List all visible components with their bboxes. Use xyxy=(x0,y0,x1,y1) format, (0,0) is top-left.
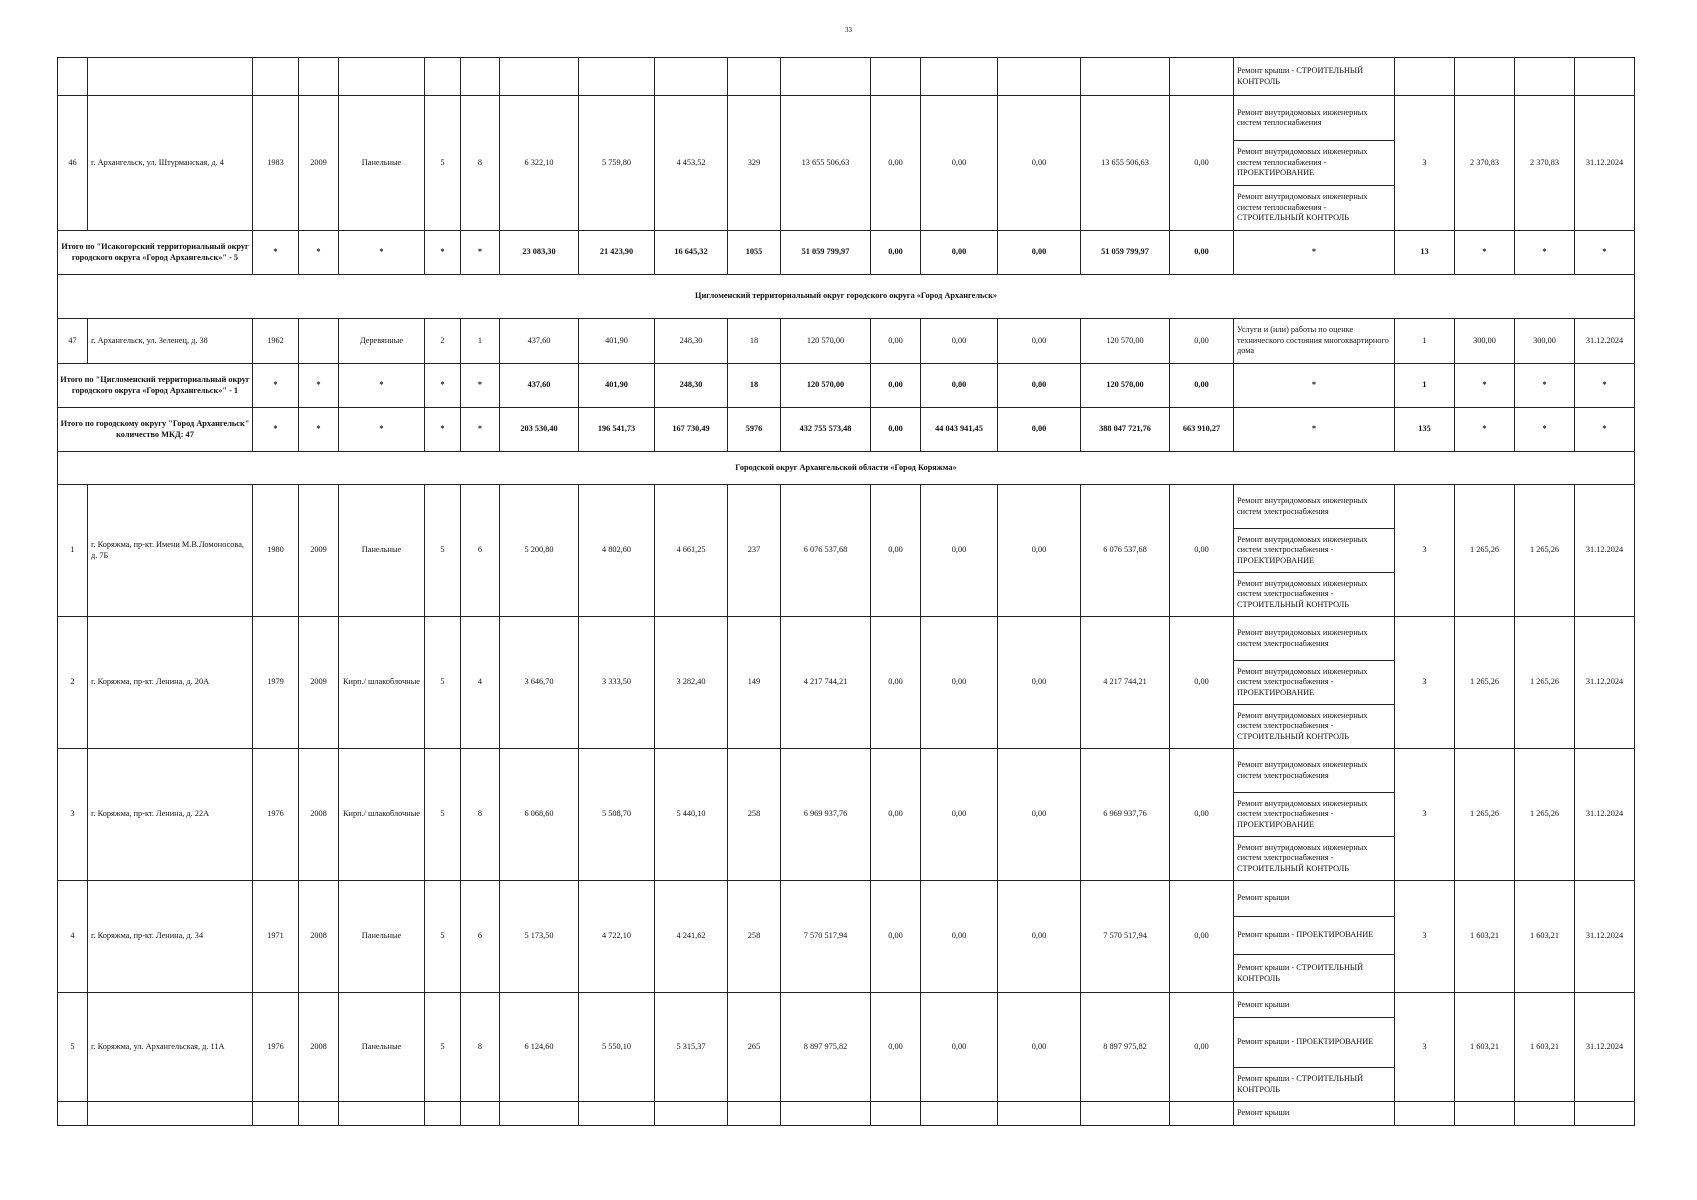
cost-total-cell: 6 969 937,76 xyxy=(781,749,871,881)
fund-local-cell: 0,00 xyxy=(998,485,1081,617)
address-cell: г. Коряжма, ул. Архангельская, д. 11А xyxy=(88,993,253,1102)
table-row xyxy=(58,96,1635,141)
area-total-cell: 437,60 xyxy=(500,319,579,364)
work-type-cell: Ремонт крыши xyxy=(1234,881,1395,917)
deadline-cell: 31.12.2024 xyxy=(1575,96,1635,231)
table-row xyxy=(58,993,1635,1018)
table-row xyxy=(58,749,1635,793)
max-cost-cell: 300,00 xyxy=(1515,319,1575,364)
fund-federal-cell: 0,00 xyxy=(871,993,921,1102)
table-row xyxy=(58,881,1635,917)
star-cell: * xyxy=(253,364,299,408)
star-cell: * xyxy=(1515,231,1575,275)
fund-local-cell: 0,00 xyxy=(998,319,1081,364)
work-type-cell: Ремонт внутридомовых инженерных систем электроснабжения xyxy=(1234,617,1395,661)
fund-federal-cell: 0,00 xyxy=(871,364,921,408)
work-type-cell: Ремонт крыши - СТРОИТЕЛЬНЫЙ КОНТРОЛЬ xyxy=(1234,955,1395,993)
max-cost-cell: 1 265,26 xyxy=(1515,617,1575,749)
area-living-cell: 196 541,73 xyxy=(579,408,655,452)
star-cell: * xyxy=(253,408,299,452)
residents-cell: 5976 xyxy=(728,408,781,452)
area-living-cell: 5 550,10 xyxy=(579,993,655,1102)
work-type-cell: Ремонт крыши - СТРОИТЕЛЬНЫЙ КОНТРОЛЬ xyxy=(1234,58,1395,96)
fund-federal-cell: 0,00 xyxy=(871,749,921,881)
max-cost-cell: 2 370,83 xyxy=(1515,96,1575,231)
fund-federal-cell: 0,00 xyxy=(871,319,921,364)
fund-owners-cell: 120 570,00 xyxy=(1081,319,1170,364)
cost-total-cell: 120 570,00 xyxy=(781,364,871,408)
subtotal-row xyxy=(58,231,1635,275)
works-count-cell: 3 xyxy=(1395,96,1455,231)
year-repair-cell: 2008 xyxy=(299,749,339,881)
fund-regional-cell: 0,00 xyxy=(921,993,998,1102)
residents-cell: 329 xyxy=(728,96,781,231)
work-type-cell: Ремонт крыши - СТРОИТЕЛЬНЫЙ КОНТРОЛЬ xyxy=(1234,1068,1395,1102)
fund-regional-cell: 0,00 xyxy=(921,364,998,408)
year-repair-cell: 2008 xyxy=(299,993,339,1102)
fund-local-cell: 0,00 xyxy=(998,749,1081,881)
fund-other-cell: 0,00 xyxy=(1170,749,1234,881)
deadline-cell: 31.12.2024 xyxy=(1575,485,1635,617)
year-repair-cell: 2009 xyxy=(299,485,339,617)
fund-federal-cell: 0,00 xyxy=(871,485,921,617)
fund-regional-cell: 44 043 941,45 xyxy=(921,408,998,452)
star-cell: * xyxy=(1455,364,1515,408)
area-private-cell: 5 315,37 xyxy=(655,993,728,1102)
area-total-cell: 6 322,10 xyxy=(500,96,579,231)
area-private-cell: 4 661,25 xyxy=(655,485,728,617)
fund-local-cell: 0,00 xyxy=(998,408,1081,452)
star-cell: * xyxy=(1455,231,1515,275)
works-count-cell: 135 xyxy=(1395,408,1455,452)
unit-cost-cell: 1 265,26 xyxy=(1455,485,1515,617)
star-cell: * xyxy=(1515,408,1575,452)
fund-local-cell: 0,00 xyxy=(998,96,1081,231)
cost-total-cell: 7 570 517,94 xyxy=(781,881,871,993)
max-cost-cell: 1 265,26 xyxy=(1515,749,1575,881)
fund-regional-cell: 0,00 xyxy=(921,231,998,275)
fund-other-cell: 663 910,27 xyxy=(1170,408,1234,452)
fund-other-cell: 0,00 xyxy=(1170,993,1234,1102)
year-repair-cell: 2009 xyxy=(299,96,339,231)
star-cell: * xyxy=(461,231,500,275)
area-living-cell: 3 333,50 xyxy=(579,617,655,749)
area-private-cell: 3 282,40 xyxy=(655,617,728,749)
material-cell: Кирп./ шлакоблочные xyxy=(339,749,425,881)
fund-other-cell: 0,00 xyxy=(1170,96,1234,231)
area-total-cell: 6 068,60 xyxy=(500,749,579,881)
row-number: 1 xyxy=(58,485,88,617)
area-total-cell: 5 173,50 xyxy=(500,881,579,993)
entrances-cell: 4 xyxy=(461,617,500,749)
unit-cost-cell: 1 603,21 xyxy=(1455,881,1515,993)
fund-owners-cell: 4 217 744,21 xyxy=(1081,617,1170,749)
area-private-cell: 167 730,49 xyxy=(655,408,728,452)
star-cell: * xyxy=(1234,408,1395,452)
star-cell: * xyxy=(1575,408,1635,452)
work-type-cell: Ремонт внутридомовых инженерных систем теплоснабжения - СТРОИТЕЛЬНЫЙ КОНТРОЛЬ xyxy=(1234,186,1395,231)
fund-owners-cell: 51 059 799,97 xyxy=(1081,231,1170,275)
subtotal-label: Итого по "Исакогорский территориальный округ городского округа «Город Архангельск»" - 5 xyxy=(58,231,253,275)
entrances-cell: 8 xyxy=(461,749,500,881)
star-cell: * xyxy=(339,364,425,408)
area-private-cell: 4 453,52 xyxy=(655,96,728,231)
fund-federal-cell: 0,00 xyxy=(871,881,921,993)
fund-owners-cell: 388 047 721,76 xyxy=(1081,408,1170,452)
works-count-cell: 1 xyxy=(1395,364,1455,408)
work-type-cell: Ремонт крыши xyxy=(1234,993,1395,1018)
area-total-cell: 3 646,70 xyxy=(500,617,579,749)
area-living-cell: 5 759,80 xyxy=(579,96,655,231)
area-living-cell: 5 508,70 xyxy=(579,749,655,881)
year-built-cell: 1980 xyxy=(253,485,299,617)
address-cell: г. Коряжма, пр-кт. Ленина, д. 34 xyxy=(88,881,253,993)
fund-local-cell: 0,00 xyxy=(998,881,1081,993)
works-count-cell: 3 xyxy=(1395,881,1455,993)
residents-cell: 1055 xyxy=(728,231,781,275)
fund-owners-cell: 6 076 537,68 xyxy=(1081,485,1170,617)
entrances-cell: 8 xyxy=(461,993,500,1102)
row-number: 47 xyxy=(58,319,88,364)
works-count-cell: 3 xyxy=(1395,485,1455,617)
table-row xyxy=(58,485,1635,529)
year-built-cell: 1979 xyxy=(253,617,299,749)
address-cell: г. Коряжма, пр-кт. Имени М.В.Ломоносова, д. 7Б xyxy=(88,485,253,617)
unit-cost-cell: 2 370,83 xyxy=(1455,96,1515,231)
area-private-cell: 16 645,32 xyxy=(655,231,728,275)
residents-cell: 258 xyxy=(728,881,781,993)
floors-cell: 5 xyxy=(425,881,461,993)
district-header-row xyxy=(58,452,1635,485)
star-cell: * xyxy=(1575,231,1635,275)
area-total-cell: 203 530,40 xyxy=(500,408,579,452)
area-living-cell: 4 722,10 xyxy=(579,881,655,993)
max-cost-cell: 1 265,26 xyxy=(1515,485,1575,617)
deadline-cell: 31.12.2024 xyxy=(1575,617,1635,749)
floors-cell: 5 xyxy=(425,96,461,231)
area-living-cell: 401,90 xyxy=(579,364,655,408)
row-number: 5 xyxy=(58,993,88,1102)
work-type-cell: Ремонт внутридомовых инженерных систем электроснабжения - СТРОИТЕЛЬНЫЙ КОНТРОЛЬ xyxy=(1234,705,1395,749)
max-cost-cell: 1 603,21 xyxy=(1515,993,1575,1102)
star-cell: * xyxy=(339,231,425,275)
work-type-cell: Ремонт внутридомовых инженерных систем электроснабжения - ПРОЕКТИРОВАНИЕ xyxy=(1234,661,1395,705)
fund-other-cell: 0,00 xyxy=(1170,881,1234,993)
table-row xyxy=(58,1102,1635,1126)
row-number: 46 xyxy=(58,96,88,231)
fund-regional-cell: 0,00 xyxy=(921,319,998,364)
fund-owners-cell: 7 570 517,94 xyxy=(1081,881,1170,993)
star-cell: * xyxy=(1234,364,1395,408)
year-repair-cell: 2008 xyxy=(299,881,339,993)
row-number: 3 xyxy=(58,749,88,881)
work-type-cell: Ремонт крыши - ПРОЕКТИРОВАНИЕ xyxy=(1234,1018,1395,1068)
fund-owners-cell: 13 655 506,63 xyxy=(1081,96,1170,231)
work-type-cell: Ремонт внутридомовых инженерных систем электроснабжения xyxy=(1234,485,1395,529)
material-cell: Панельные xyxy=(339,485,425,617)
max-cost-cell: 1 603,21 xyxy=(1515,881,1575,993)
cost-total-cell: 51 059 799,97 xyxy=(781,231,871,275)
star-cell: * xyxy=(299,408,339,452)
cost-total-cell: 120 570,00 xyxy=(781,319,871,364)
fund-other-cell: 0,00 xyxy=(1170,364,1234,408)
area-total-cell: 5 200,80 xyxy=(500,485,579,617)
star-cell: * xyxy=(461,408,500,452)
cost-total-cell: 4 217 744,21 xyxy=(781,617,871,749)
year-built-cell: 1983 xyxy=(253,96,299,231)
works-count-cell: 3 xyxy=(1395,617,1455,749)
star-cell: * xyxy=(425,231,461,275)
material-cell: Панельные xyxy=(339,96,425,231)
area-private-cell: 5 440,10 xyxy=(655,749,728,881)
address-cell: г. Архангельск, ул. Зеленец, д. 38 xyxy=(88,319,253,364)
entrances-cell: 6 xyxy=(461,485,500,617)
area-private-cell: 4 241,62 xyxy=(655,881,728,993)
fund-owners-cell: 120 570,00 xyxy=(1081,364,1170,408)
year-built-cell: 1971 xyxy=(253,881,299,993)
year-built-cell: 1976 xyxy=(253,749,299,881)
work-type-cell: Ремонт внутридомовых инженерных систем теплоснабжения - ПРОЕКТИРОВАНИЕ xyxy=(1234,141,1395,186)
year-built-cell: 1962 xyxy=(253,319,299,364)
page-number: 33 xyxy=(845,26,852,34)
fund-other-cell: 0,00 xyxy=(1170,485,1234,617)
unit-cost-cell: 300,00 xyxy=(1455,319,1515,364)
area-living-cell: 401,90 xyxy=(579,319,655,364)
cost-total-cell: 8 897 975,82 xyxy=(781,993,871,1102)
work-type-cell: Ремонт крыши - ПРОЕКТИРОВАНИЕ xyxy=(1234,917,1395,955)
deadline-cell: 31.12.2024 xyxy=(1575,993,1635,1102)
year-repair-cell xyxy=(299,319,339,364)
work-type-cell: Ремонт внутридомовых инженерных систем электроснабжения - ПРОЕКТИРОВАНИЕ xyxy=(1234,793,1395,837)
fund-regional-cell: 0,00 xyxy=(921,617,998,749)
unit-cost-cell: 1 265,26 xyxy=(1455,749,1515,881)
fund-other-cell: 0,00 xyxy=(1170,617,1234,749)
year-built-cell: 1976 xyxy=(253,993,299,1102)
entrances-cell: 8 xyxy=(461,96,500,231)
address-cell: г. Коряжма, пр-кт. Ленина, д. 22А xyxy=(88,749,253,881)
cost-total-cell: 432 755 573,48 xyxy=(781,408,871,452)
works-count-cell: 1 xyxy=(1395,319,1455,364)
fund-federal-cell: 0,00 xyxy=(871,617,921,749)
residents-cell: 18 xyxy=(728,319,781,364)
capital-repair-table xyxy=(57,57,1635,1126)
fund-federal-cell: 0,00 xyxy=(871,96,921,231)
deadline-cell: 31.12.2024 xyxy=(1575,319,1635,364)
material-cell: Деревянные xyxy=(339,319,425,364)
fund-other-cell: 0,00 xyxy=(1170,319,1234,364)
floors-cell: 5 xyxy=(425,617,461,749)
deadline-cell: 31.12.2024 xyxy=(1575,881,1635,993)
floors-cell: 2 xyxy=(425,319,461,364)
area-private-cell: 248,30 xyxy=(655,364,728,408)
residents-cell: 18 xyxy=(728,364,781,408)
table-row xyxy=(58,58,1635,96)
district-title: Цигломенский территориальный округ городского округа «Город Архангельск» xyxy=(58,275,1635,319)
residents-cell: 237 xyxy=(728,485,781,617)
star-cell: * xyxy=(1234,231,1395,275)
work-type-cell: Ремонт внутридомовых инженерных систем электроснабжения - СТРОИТЕЛЬНЫЙ КОНТРОЛЬ xyxy=(1234,837,1395,881)
unit-cost-cell: 1 603,21 xyxy=(1455,993,1515,1102)
area-total-cell: 23 083,30 xyxy=(500,231,579,275)
floors-cell: 5 xyxy=(425,993,461,1102)
subtotal-label: Итого по "Цигломенский территориальный округ городского округа «Город Архангельск»" - 1 xyxy=(58,364,253,408)
fund-local-cell: 0,00 xyxy=(998,993,1081,1102)
fund-owners-cell: 8 897 975,82 xyxy=(1081,993,1170,1102)
district-title: Городской округ Архангельской области «Город Коряжма» xyxy=(58,452,1635,485)
star-cell: * xyxy=(299,364,339,408)
fund-local-cell: 0,00 xyxy=(998,231,1081,275)
works-count-cell: 13 xyxy=(1395,231,1455,275)
fund-regional-cell: 0,00 xyxy=(921,881,998,993)
area-total-cell: 6 124,60 xyxy=(500,993,579,1102)
work-type-cell: Ремонт крыши xyxy=(1234,1102,1395,1126)
work-type-cell: Услуги и (или) работы по оценке технического состояния многоквартирного дома xyxy=(1234,319,1395,364)
star-cell: * xyxy=(425,408,461,452)
city-total-row xyxy=(58,408,1635,452)
fund-other-cell: 0,00 xyxy=(1170,231,1234,275)
table-row xyxy=(58,617,1635,661)
row-number: 2 xyxy=(58,617,88,749)
works-count-cell: 3 xyxy=(1395,993,1455,1102)
subtotal-row xyxy=(58,364,1635,408)
star-cell: * xyxy=(425,364,461,408)
fund-federal-cell: 0,00 xyxy=(871,231,921,275)
star-cell: * xyxy=(253,231,299,275)
unit-cost-cell: 1 265,26 xyxy=(1455,617,1515,749)
fund-regional-cell: 0,00 xyxy=(921,96,998,231)
year-repair-cell: 2009 xyxy=(299,617,339,749)
star-cell: * xyxy=(339,408,425,452)
fund-local-cell: 0,00 xyxy=(998,617,1081,749)
city-total-label: Итого по городскому округу "Город Архангельск" количество МКД: 47 xyxy=(58,408,253,452)
floors-cell: 5 xyxy=(425,749,461,881)
fund-local-cell: 0,00 xyxy=(998,364,1081,408)
area-private-cell: 248,30 xyxy=(655,319,728,364)
star-cell: * xyxy=(1515,364,1575,408)
fund-regional-cell: 0,00 xyxy=(921,749,998,881)
area-living-cell: 4 802,60 xyxy=(579,485,655,617)
works-count-cell: 3 xyxy=(1395,749,1455,881)
work-type-cell: Ремонт внутридомовых инженерных систем электроснабжения - СТРОИТЕЛЬНЫЙ КОНТРОЛЬ xyxy=(1234,573,1395,617)
material-cell: Панельные xyxy=(339,881,425,993)
cost-total-cell: 13 655 506,63 xyxy=(781,96,871,231)
star-cell: * xyxy=(1455,408,1515,452)
residents-cell: 149 xyxy=(728,617,781,749)
work-type-cell: Ремонт внутридомовых инженерных систем теплоснабжения xyxy=(1234,96,1395,141)
area-total-cell: 437,60 xyxy=(500,364,579,408)
star-cell: * xyxy=(461,364,500,408)
residents-cell: 258 xyxy=(728,749,781,881)
fund-owners-cell: 6 969 937,76 xyxy=(1081,749,1170,881)
deadline-cell: 31.12.2024 xyxy=(1575,749,1635,881)
table-row xyxy=(58,319,1635,364)
address-cell: г. Архангельск, ул. Штурманская, д. 4 xyxy=(88,96,253,231)
floors-cell: 5 xyxy=(425,485,461,617)
district-header-row xyxy=(58,275,1635,319)
residents-cell: 265 xyxy=(728,993,781,1102)
star-cell: * xyxy=(299,231,339,275)
cost-total-cell: 6 076 537,68 xyxy=(781,485,871,617)
address-cell: г. Коряжма, пр-кт. Ленина, д. 20А xyxy=(88,617,253,749)
area-living-cell: 21 423,90 xyxy=(579,231,655,275)
star-cell: * xyxy=(1575,364,1635,408)
material-cell: Панельные xyxy=(339,993,425,1102)
fund-regional-cell: 0,00 xyxy=(921,485,998,617)
work-type-cell: Ремонт внутридомовых инженерных систем электроснабжения - ПРОЕКТИРОВАНИЕ xyxy=(1234,529,1395,573)
entrances-cell: 6 xyxy=(461,881,500,993)
row-number: 4 xyxy=(58,881,88,993)
material-cell: Кирп./ шлакоблочные xyxy=(339,617,425,749)
work-type-cell: Ремонт внутридомовых инженерных систем электроснабжения xyxy=(1234,749,1395,793)
fund-federal-cell: 0,00 xyxy=(871,408,921,452)
entrances-cell: 1 xyxy=(461,319,500,364)
